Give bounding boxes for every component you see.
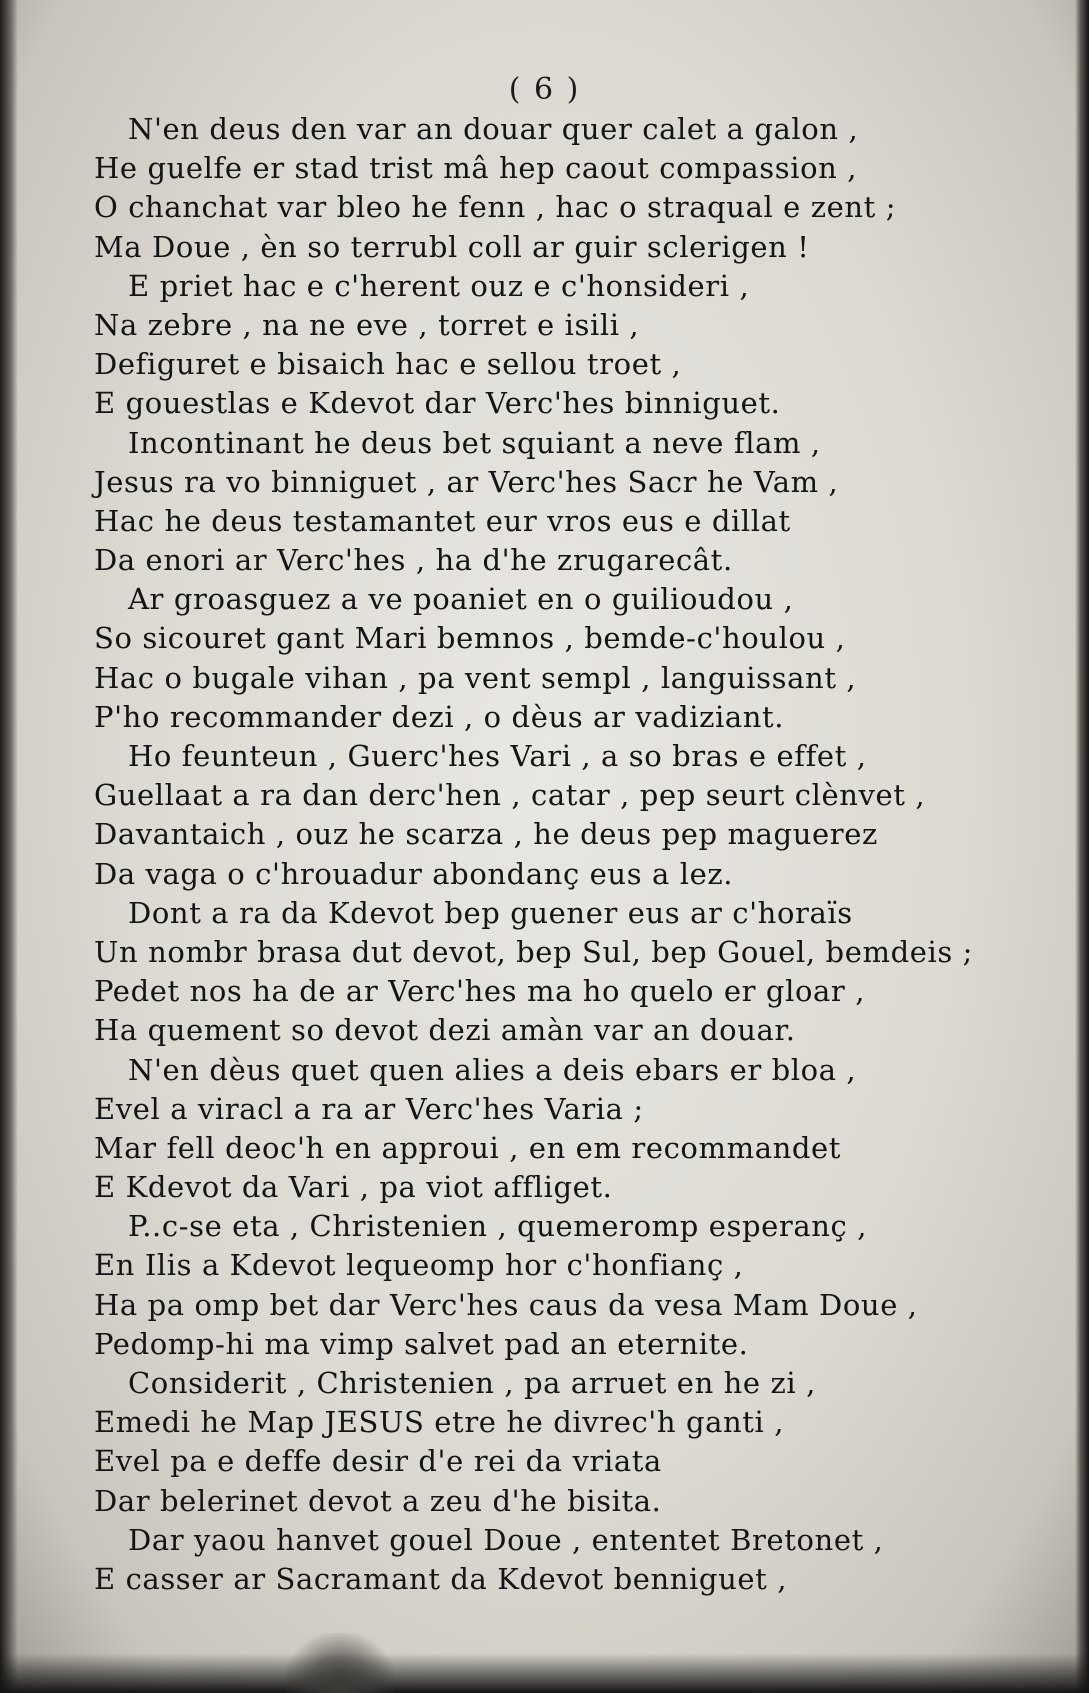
- poem-line: Pedomp-hi ma vimp salvet pad an eternite.: [94, 1326, 749, 1361]
- page-bottom-edge: [0, 1653, 1089, 1693]
- poem-line: Pedet nos ha de ar Verc'hes ma ho quelo er gloar ,: [94, 974, 866, 1009]
- poem-line: Ma Doue , èn so terrubl coll ar guir sclerigen !: [94, 229, 810, 264]
- poem-line: Hac o bugale vihan , pa vent sempl , languissant ,: [94, 660, 857, 695]
- page-right-edge: [1075, 0, 1089, 1693]
- poem-line: En Ilis a Kdevot lequeomp hor c'honfianç ,: [94, 1248, 744, 1283]
- poem-line: Ha pa omp bet dar Verc'hes caus da vesa Mam Doue ,: [94, 1287, 918, 1322]
- poem-line: Incontinant he deus bet squiant a neve flam ,: [128, 425, 821, 460]
- poem-line: O chanchat var bleo he fenn , hac o straqual e zent ;: [94, 190, 897, 225]
- poem-line: E priet hac e c'herent ouz e c'honsideri ,: [128, 268, 750, 303]
- poem-line: Evel a viracl a ra ar Verc'hes Varia ;: [94, 1091, 644, 1126]
- poem-line: N'en dèus quet quen alies a deis ebars er bloa ,: [128, 1052, 857, 1087]
- poem-line: Ha quement so devot dezi amàn var an douar.: [94, 1013, 796, 1048]
- poem-line: Guellaat a ra dan derc'hen , catar , pep seurt clènvet ,: [94, 778, 926, 813]
- poem-line: He guelfe er stad trist mâ hep caout compassion ,: [94, 151, 858, 186]
- poem-line: Ho feunteun , Guerc'hes Vari , a so bras e effet ,: [128, 739, 867, 773]
- poem-line: E Kdevot da Vari , pa viot affliget.: [94, 1170, 613, 1205]
- poem-line: Dont a ra da Kdevot bep guener eus ar c'horaïs: [128, 895, 853, 930]
- poem-line: Un nombr brasa dut devot, bep Sul, bep Gouel, bemdeis ;: [94, 934, 974, 969]
- poem-line: E gouestlas e Kdevot dar Verc'hes binniguet.: [94, 386, 781, 421]
- page-left-edge: [0, 0, 18, 1693]
- poem-line: N'en deus den var an douar quer calet a galon ,: [128, 112, 859, 146]
- poem-line: So sicouret gant Mari bemnos , bemde-c'houlou ,: [94, 621, 846, 656]
- poem-line: Da enori ar Verc'hes , ha d'he zrugarecât.: [94, 543, 733, 578]
- poem-line: Jesus ra vo binniguet , ar Verc'hes Sacr he Vam ,: [94, 464, 839, 499]
- page-number: ( 6 ): [508, 72, 581, 107]
- poem-line: Na zebre , na ne eve , torret e isili ,: [94, 307, 640, 342]
- poem-line: Ar groasguez a ve poaniet en o guilioudou ,: [128, 582, 794, 617]
- ink-smudge: [285, 1633, 395, 1693]
- poem-line: Da vaga o c'hrouadur abondanç eus a lez.: [94, 856, 734, 891]
- poem-line: Considerit , Christenien , pa arruet en he zi ,: [128, 1366, 816, 1400]
- poem-line: E casser ar Sacramant da Kdevot benniguet ,: [94, 1561, 788, 1596]
- poem-line: Defiguret e bisaich hac e sellou troet ,: [94, 347, 682, 382]
- poem-line: P'ho recommander dezi , o dèus ar vadiziant.: [94, 699, 785, 734]
- poem-line: Evel pa e deffe desir d'e rei da vriata: [94, 1444, 662, 1479]
- poem-line: Davantaich , ouz he scarza , he deus pep maguerez: [94, 817, 878, 852]
- poem-line: Mar fell deoc'h en approui , en em recommandet: [94, 1130, 842, 1165]
- poem-line: Emedi he Map JESUS etre he divrec'h ganti ,: [94, 1405, 785, 1440]
- poem-line: Dar belerinet devot a zeu d'he bisita.: [94, 1483, 662, 1518]
- poem-line: Hac he deus testamantet eur vros eus e dillat: [94, 503, 791, 538]
- poem-line: Dar yaou hanvet gouel Doue , ententet Bretonet ,: [128, 1522, 884, 1557]
- poem-text: [94, 110, 1029, 1599]
- poem-line: P..c-se eta , Christenien , quemeromp esperanç ,: [128, 1209, 868, 1244]
